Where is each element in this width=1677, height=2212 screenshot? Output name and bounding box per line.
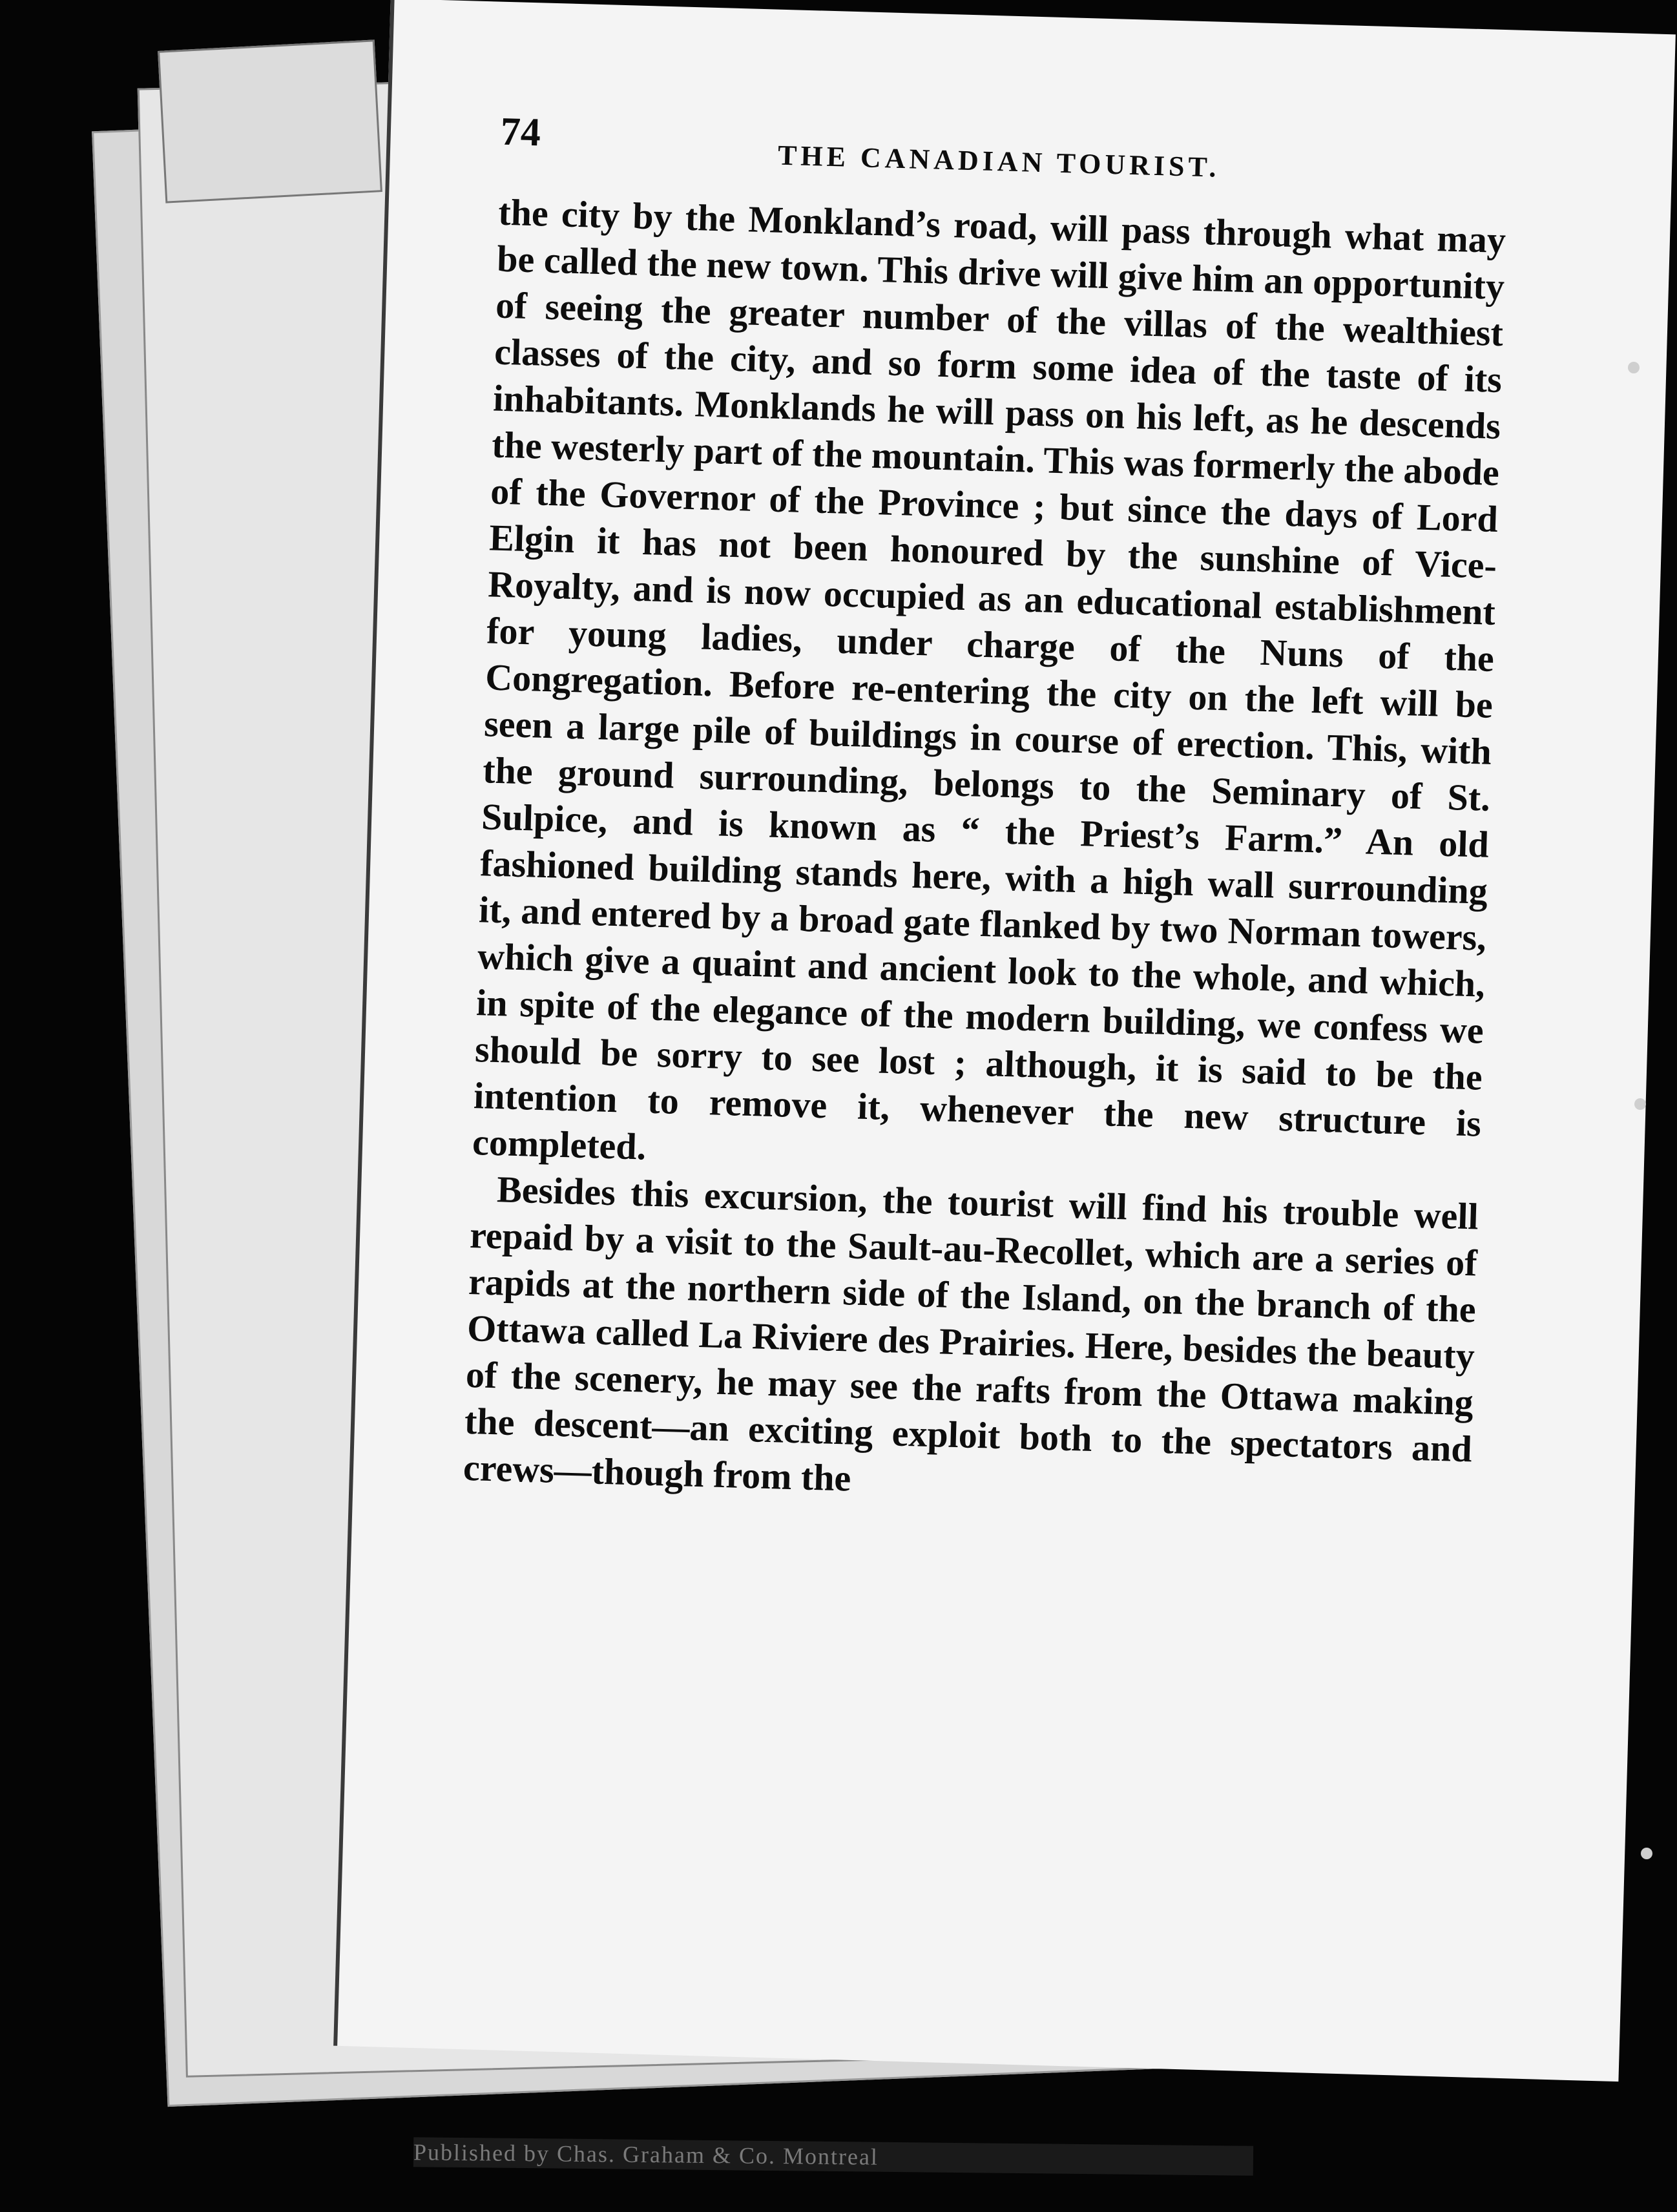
page-content: [463, 109, 1508, 1519]
paragraph: Besides this excursion, the tourist will find his trouble well repaid by a visit to the Sault-au-Recollet, which are a series of rapids at the northern side of the Island, on the branch of the Ottawa called La Riviere des Prairies. Here, besides the beauty of the scenery, he may see the rafts from the Ottawa making the descent—an exciting exploit both to the spectators and crews—though from the: [463, 1168, 1479, 1499]
running-head: THE CANADIAN TOURIST.: [777, 139, 1221, 183]
body-text: [463, 189, 1506, 1519]
folded-paper-tab: [158, 39, 382, 203]
binding-mark: [1628, 362, 1640, 373]
binding-mark: [1641, 1848, 1652, 1859]
paragraph: the city by the Monkland’s road, will pass through what may be called the new town. This drive will give him an opportunity of seeing the greater number of the villas of the wealthiest classes of the city, and so form some idea of the taste of its inhabitants. Monklands he will pass on his left, as he descends the westerly part of the mountain. This was formerly the abode of the Governor of the Province ; but since the days of Lord Elgin it has not been honoured by the sunshine of Vice-Royalty, and is now occupied as an educational establishment for young ladies, under charge of the Nuns of the Congregation. Before re-entering the city on the left will be seen a large pile of buildings in course of erection. This, with the ground surrounding, belongs to the Seminary of St. Sulpice, and is known as “ the Priest’s Farm.” An old fashioned building stands here, with a high wall surrounding it, and entered by a broad gate flanked by two Norman towers, which give a quaint and ancient look to the whole, and which, in spite of the elegance of the modern building, we confess we should be sorry to see lost ; although, it is said to be the intention to remove it, whenever the new structure is completed.: [472, 191, 1506, 1168]
page-number: 74: [500, 109, 541, 155]
binding-mark: [1634, 1098, 1646, 1110]
publisher-imprint: Published by Chas. Graham & Co. Montreal: [413, 2137, 1253, 2176]
book-page: [333, 0, 1676, 2082]
